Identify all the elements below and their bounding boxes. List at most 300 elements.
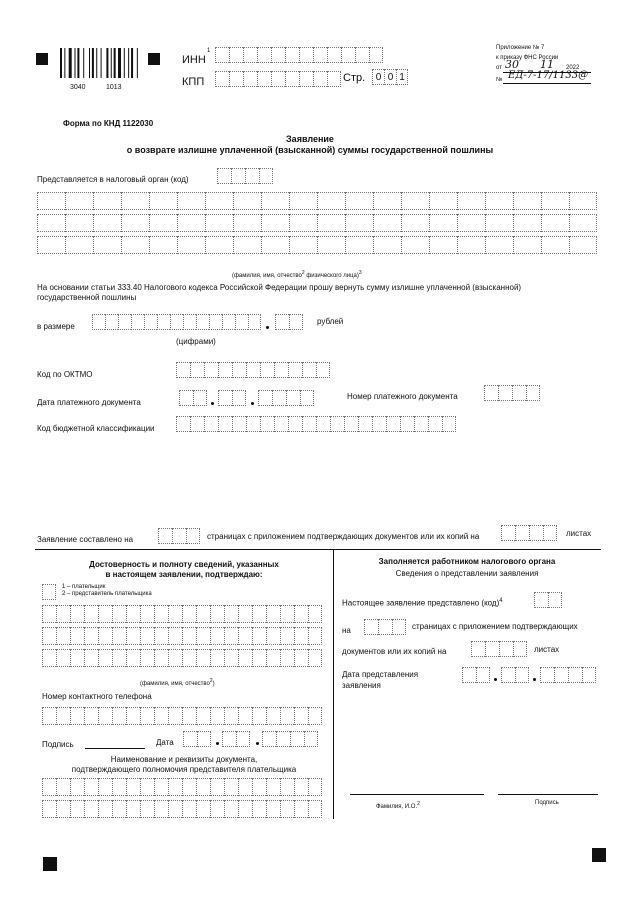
input-cell[interactable] [84, 800, 98, 818]
input-cell[interactable] [154, 627, 168, 645]
input-cell[interactable] [288, 416, 302, 432]
input-cell[interactable] [56, 707, 70, 725]
input-cell[interactable] [513, 192, 541, 210]
input-cell[interactable] [442, 416, 456, 432]
input-cell[interactable] [218, 416, 232, 432]
input-cell[interactable] [501, 525, 515, 541]
input-cell[interactable] [42, 649, 56, 667]
input-cell[interactable] [229, 47, 243, 63]
input-cell[interactable] [168, 649, 182, 667]
input-cell[interactable] [70, 800, 84, 818]
input-cell[interactable] [260, 362, 274, 378]
input-cell[interactable] [176, 416, 190, 432]
doc-row-1[interactable] [42, 778, 322, 796]
input-cell[interactable] [197, 731, 211, 747]
input-cell[interactable] [65, 214, 93, 232]
input-cell[interactable] [168, 800, 182, 818]
input-cell[interactable] [261, 192, 289, 210]
input-cell[interactable] [541, 236, 569, 254]
input-cell[interactable] [176, 362, 190, 378]
input-cell[interactable] [308, 605, 322, 623]
input-cell[interactable] [271, 47, 285, 63]
input-cell[interactable] [259, 168, 273, 184]
input-cell[interactable] [299, 47, 313, 63]
input-cell[interactable] [140, 649, 154, 667]
input-cell[interactable] [126, 778, 140, 796]
input-cell[interactable] [238, 649, 252, 667]
sign-date-month[interactable] [222, 731, 250, 747]
input-cell[interactable] [280, 627, 294, 645]
input-cell[interactable] [121, 236, 149, 254]
input-cell[interactable] [386, 416, 400, 432]
input-cell[interactable] [499, 641, 513, 657]
input-cell[interactable] [193, 390, 207, 406]
input-cell[interactable] [238, 707, 252, 725]
input-cell[interactable] [548, 592, 562, 608]
input-cell[interactable] [144, 314, 157, 330]
input-cell[interactable] [294, 707, 308, 725]
input-cell[interactable] [105, 314, 118, 330]
input-cell[interactable] [149, 192, 177, 210]
input-cell[interactable] [274, 362, 288, 378]
input-cell[interactable] [457, 236, 485, 254]
doc-row-2[interactable] [42, 800, 322, 818]
input-cell[interactable] [204, 416, 218, 432]
input-cell[interactable] [154, 707, 168, 725]
right-date-year[interactable] [540, 667, 596, 683]
input-cell[interactable] [154, 778, 168, 796]
input-cell[interactable] [92, 314, 105, 330]
input-cell[interactable] [308, 778, 322, 796]
input-cell[interactable] [37, 214, 65, 232]
input-cell[interactable] [540, 667, 554, 683]
input-cell[interactable] [266, 605, 280, 623]
input-cell[interactable] [224, 778, 238, 796]
input-cell[interactable] [210, 649, 224, 667]
right-sheets-cells[interactable] [471, 641, 527, 657]
input-cell[interactable] [126, 605, 140, 623]
input-cell[interactable] [285, 47, 299, 63]
input-cell[interactable] [513, 641, 527, 657]
input-cell[interactable] [308, 707, 322, 725]
input-cell[interactable] [186, 528, 200, 544]
input-cell[interactable] [98, 605, 112, 623]
input-cell[interactable] [232, 416, 246, 432]
input-cell[interactable] [190, 362, 204, 378]
input-cell[interactable] [260, 416, 274, 432]
input-cell[interactable] [541, 192, 569, 210]
input-cell[interactable] [358, 416, 372, 432]
right-date-day[interactable] [462, 667, 490, 683]
input-cell[interactable] [569, 192, 597, 210]
input-cell[interactable] [224, 649, 238, 667]
input-cell[interactable] [266, 778, 280, 796]
input-cell[interactable] [302, 416, 316, 432]
input-cell[interactable] [140, 605, 154, 623]
input-cell[interactable] [313, 47, 327, 63]
input-cell[interactable] [317, 236, 345, 254]
input-cell[interactable] [304, 731, 318, 747]
input-cell[interactable] [345, 236, 373, 254]
input-cell[interactable] [300, 390, 314, 406]
input-cell[interactable] [140, 707, 154, 725]
input-cell[interactable] [257, 71, 271, 87]
input-cell[interactable] [280, 707, 294, 725]
input-cell[interactable] [42, 605, 56, 623]
input-cell[interactable] [168, 605, 182, 623]
input-cell[interactable] [245, 168, 259, 184]
input-cell[interactable] [182, 800, 196, 818]
input-cell[interactable] [154, 649, 168, 667]
input-cell[interactable] [98, 627, 112, 645]
input-cell[interactable] [42, 707, 56, 725]
input-cell[interactable] [56, 627, 70, 645]
input-cell[interactable] [205, 214, 233, 232]
input-cell[interactable] [177, 236, 205, 254]
input-cell[interactable] [529, 525, 543, 541]
input-cell[interactable] [302, 362, 316, 378]
payment-date-day[interactable] [179, 390, 207, 406]
input-cell[interactable]: 0 [372, 69, 384, 85]
input-cell[interactable] [288, 362, 302, 378]
input-cell[interactable] [429, 192, 457, 210]
input-cell[interactable] [262, 731, 276, 747]
signer-name-row-2[interactable] [42, 627, 322, 645]
input-cell[interactable] [236, 731, 250, 747]
input-cell[interactable] [429, 236, 457, 254]
input-cell[interactable] [246, 362, 260, 378]
input-cell[interactable] [84, 778, 98, 796]
input-cell[interactable]: 0 [384, 69, 396, 85]
input-cell[interactable] [554, 667, 568, 683]
input-cell[interactable] [112, 627, 126, 645]
input-cell[interactable] [476, 667, 490, 683]
input-cell[interactable] [294, 649, 308, 667]
input-cell[interactable] [182, 707, 196, 725]
input-cell[interactable] [233, 236, 261, 254]
input-cell[interactable] [232, 362, 246, 378]
input-cell[interactable] [98, 649, 112, 667]
input-cell[interactable] [224, 627, 238, 645]
input-cell[interactable] [261, 214, 289, 232]
payment-number-cells[interactable] [484, 385, 540, 401]
input-cell[interactable] [294, 800, 308, 818]
input-cell[interactable] [261, 236, 289, 254]
input-cell[interactable] [112, 605, 126, 623]
input-cell[interactable] [289, 314, 303, 330]
signer-type-cell[interactable] [42, 584, 56, 600]
tax-authority-cells[interactable] [217, 168, 273, 184]
input-cell[interactable] [140, 627, 154, 645]
input-cell[interactable] [210, 605, 224, 623]
input-cell[interactable] [157, 314, 170, 330]
input-cell[interactable] [126, 627, 140, 645]
input-cell[interactable] [210, 707, 224, 725]
input-cell[interactable] [196, 800, 210, 818]
input-cell[interactable] [224, 605, 238, 623]
input-cell[interactable] [183, 314, 196, 330]
input-cell[interactable] [485, 192, 513, 210]
input-cell[interactable] [84, 605, 98, 623]
input-cell[interactable] [485, 214, 513, 232]
input-cell[interactable] [428, 416, 442, 432]
input-cell[interactable] [205, 192, 233, 210]
input-cell[interactable] [238, 627, 252, 645]
input-cell[interactable] [215, 47, 229, 63]
input-cell[interactable] [294, 627, 308, 645]
input-cell[interactable] [98, 707, 112, 725]
signer-name-row-1[interactable] [42, 605, 322, 623]
input-cell[interactable] [238, 605, 252, 623]
input-cell[interactable] [222, 731, 236, 747]
input-cell[interactable] [485, 641, 499, 657]
input-cell[interactable] [84, 627, 98, 645]
inn-cells[interactable] [215, 47, 383, 63]
input-cell[interactable] [266, 627, 280, 645]
taxpayer-name-row-3[interactable] [37, 236, 597, 254]
input-cell[interactable] [289, 214, 317, 232]
input-cell[interactable] [252, 707, 266, 725]
input-cell[interactable] [308, 800, 322, 818]
input-cell[interactable] [93, 192, 121, 210]
input-cell[interactable] [457, 192, 485, 210]
input-cell[interactable] [233, 214, 261, 232]
input-cell[interactable] [196, 627, 210, 645]
input-cell[interactable] [313, 71, 327, 87]
input-cell[interactable] [414, 416, 428, 432]
input-cell[interactable] [308, 649, 322, 667]
right-date-month[interactable] [501, 667, 529, 683]
input-cell[interactable] [294, 605, 308, 623]
input-cell[interactable] [149, 236, 177, 254]
input-cell[interactable] [177, 192, 205, 210]
input-cell[interactable] [93, 236, 121, 254]
input-cell[interactable] [118, 314, 131, 330]
input-cell[interactable] [515, 525, 529, 541]
input-cell[interactable] [289, 236, 317, 254]
kbk-cells[interactable] [176, 416, 456, 432]
input-cell[interactable] [56, 605, 70, 623]
input-cell[interactable] [56, 800, 70, 818]
input-cell[interactable] [316, 362, 330, 378]
input-cell[interactable] [286, 390, 300, 406]
input-cell[interactable] [285, 71, 299, 87]
input-cell[interactable] [299, 71, 313, 87]
input-cell[interactable] [158, 528, 172, 544]
phone-cells[interactable] [42, 707, 322, 725]
input-cell[interactable] [372, 416, 386, 432]
input-cell[interactable] [37, 236, 65, 254]
input-cell[interactable] [112, 778, 126, 796]
input-cell[interactable] [243, 71, 257, 87]
input-cell[interactable] [294, 778, 308, 796]
input-cell[interactable] [183, 731, 197, 747]
oktmo-cells[interactable] [176, 362, 330, 378]
input-cell[interactable] [196, 707, 210, 725]
input-cell[interactable] [257, 47, 271, 63]
amount-kopecks-cells[interactable] [275, 314, 303, 330]
input-cell[interactable] [272, 390, 286, 406]
input-cell[interactable] [37, 192, 65, 210]
input-cell[interactable] [182, 605, 196, 623]
input-cell[interactable] [248, 314, 261, 330]
input-cell[interactable] [485, 236, 513, 254]
input-cell[interactable] [569, 214, 597, 232]
input-cell[interactable] [65, 192, 93, 210]
input-cell[interactable] [112, 800, 126, 818]
input-cell[interactable] [42, 627, 56, 645]
input-cell[interactable] [56, 649, 70, 667]
input-cell[interactable] [266, 649, 280, 667]
input-cell[interactable] [65, 236, 93, 254]
input-cell[interactable] [543, 525, 557, 541]
input-cell[interactable] [205, 236, 233, 254]
input-cell[interactable] [462, 667, 476, 683]
input-cell[interactable] [345, 192, 373, 210]
sign-date-year[interactable] [262, 731, 318, 747]
right-pages-cells[interactable] [364, 619, 406, 635]
input-cell[interactable] [182, 649, 196, 667]
submitted-code-cells[interactable] [534, 592, 562, 608]
input-cell[interactable] [515, 667, 529, 683]
input-cell[interactable] [233, 192, 261, 210]
input-cell[interactable] [84, 707, 98, 725]
input-cell[interactable] [280, 605, 294, 623]
input-cell[interactable] [401, 192, 429, 210]
input-cell[interactable] [541, 214, 569, 232]
input-cell[interactable] [317, 192, 345, 210]
input-cell[interactable] [121, 192, 149, 210]
input-cell[interactable] [84, 649, 98, 667]
input-cell[interactable] [369, 47, 383, 63]
input-cell[interactable] [274, 416, 288, 432]
input-cell[interactable] [400, 416, 414, 432]
input-cell[interactable] [252, 605, 266, 623]
input-cell[interactable] [168, 707, 182, 725]
input-cell[interactable] [280, 778, 294, 796]
input-cell[interactable] [42, 584, 56, 600]
input-cell[interactable] [373, 236, 401, 254]
input-cell[interactable] [276, 731, 290, 747]
input-cell[interactable] [280, 649, 294, 667]
input-cell[interactable] [210, 800, 224, 818]
input-cell[interactable] [246, 416, 260, 432]
input-cell[interactable] [140, 800, 154, 818]
input-cell[interactable] [190, 416, 204, 432]
input-cell[interactable] [401, 236, 429, 254]
sign-date-day[interactable] [183, 731, 211, 747]
input-cell[interactable] [182, 778, 196, 796]
input-cell[interactable] [373, 214, 401, 232]
input-cell[interactable] [154, 605, 168, 623]
input-cell[interactable] [204, 362, 218, 378]
input-cell[interactable] [526, 385, 540, 401]
input-cell[interactable] [317, 214, 345, 232]
input-cell[interactable] [177, 214, 205, 232]
input-cell[interactable] [168, 778, 182, 796]
input-cell[interactable] [484, 385, 498, 401]
input-cell[interactable] [70, 605, 84, 623]
input-cell[interactable] [56, 778, 70, 796]
input-cell[interactable] [196, 649, 210, 667]
input-cell[interactable] [179, 390, 193, 406]
input-cell[interactable] [316, 416, 330, 432]
input-cell[interactable] [93, 214, 121, 232]
input-cell[interactable] [222, 314, 235, 330]
input-cell[interactable] [243, 47, 257, 63]
input-cell[interactable] [252, 778, 266, 796]
input-cell[interactable] [210, 627, 224, 645]
input-cell[interactable] [217, 168, 231, 184]
input-cell[interactable] [70, 778, 84, 796]
input-cell[interactable] [378, 619, 392, 635]
input-cell[interactable] [501, 667, 515, 683]
payment-date-year[interactable] [258, 390, 314, 406]
input-cell[interactable] [327, 71, 341, 87]
input-cell[interactable] [112, 649, 126, 667]
input-cell[interactable] [238, 778, 252, 796]
input-cell[interactable] [534, 592, 548, 608]
input-cell[interactable] [513, 236, 541, 254]
input-cell[interactable]: 1 [396, 69, 408, 85]
input-cell[interactable] [149, 214, 177, 232]
input-cell[interactable] [126, 649, 140, 667]
input-cell[interactable] [341, 47, 355, 63]
input-cell[interactable] [252, 649, 266, 667]
input-cell[interactable] [568, 667, 582, 683]
input-cell[interactable] [258, 390, 272, 406]
pages-count-cells[interactable] [158, 528, 200, 544]
input-cell[interactable] [218, 390, 232, 406]
input-cell[interactable] [121, 214, 149, 232]
input-cell[interactable] [280, 800, 294, 818]
input-cell[interactable] [126, 800, 140, 818]
input-cell[interactable] [229, 71, 243, 87]
input-cell[interactable] [231, 168, 245, 184]
input-cell[interactable] [98, 778, 112, 796]
input-cell[interactable] [224, 707, 238, 725]
input-cell[interactable] [70, 649, 84, 667]
input-cell[interactable] [238, 800, 252, 818]
input-cell[interactable] [373, 192, 401, 210]
input-cell[interactable] [215, 71, 229, 87]
input-cell[interactable] [471, 641, 485, 657]
input-cell[interactable] [290, 731, 304, 747]
input-cell[interactable] [429, 214, 457, 232]
taxpayer-name-row-2[interactable] [37, 214, 597, 232]
input-cell[interactable] [126, 707, 140, 725]
input-cell[interactable] [457, 214, 485, 232]
input-cell[interactable] [170, 314, 183, 330]
input-cell[interactable] [266, 707, 280, 725]
input-cell[interactable] [70, 707, 84, 725]
input-cell[interactable] [235, 314, 248, 330]
input-cell[interactable] [275, 314, 289, 330]
input-cell[interactable] [209, 314, 222, 330]
input-cell[interactable] [252, 627, 266, 645]
signer-name-row-3[interactable] [42, 649, 322, 667]
input-cell[interactable] [498, 385, 512, 401]
input-cell[interactable] [168, 627, 182, 645]
input-cell[interactable] [569, 236, 597, 254]
input-cell[interactable] [218, 362, 232, 378]
input-cell[interactable] [98, 800, 112, 818]
input-cell[interactable] [266, 800, 280, 818]
input-cell[interactable] [196, 778, 210, 796]
input-cell[interactable] [308, 627, 322, 645]
input-cell[interactable] [232, 390, 246, 406]
input-cell[interactable] [355, 47, 369, 63]
